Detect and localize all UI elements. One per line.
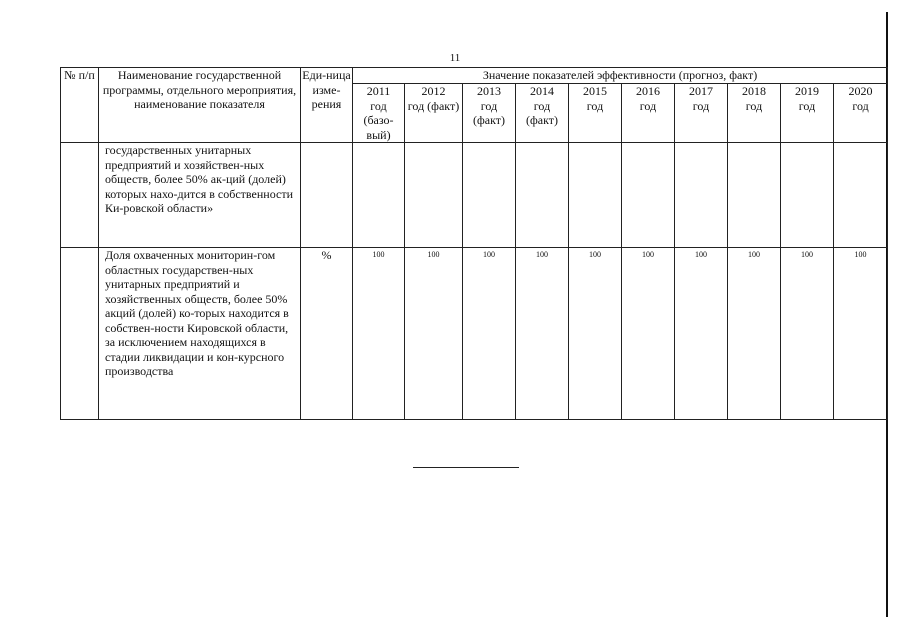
header-year-label: 2019 [795,84,819,98]
header-year-label: 2013 [477,84,501,98]
value-cell: 100 [353,248,405,420]
value-cell [622,143,675,248]
row-number [61,248,99,420]
header-year-note: год (факт) [407,98,460,113]
header-year-note: год [639,98,657,113]
header-year-label: 2015 [583,84,607,98]
table-row [61,248,888,420]
row-unit: % [301,248,353,420]
header-year-note: год [852,98,869,113]
header-year-2016 [622,84,675,143]
value-cell [834,143,888,248]
header-row-top [61,68,888,84]
header-year-2013 [463,84,516,143]
header-year-2014 [516,84,569,143]
header-year-2018 [728,84,781,143]
value-cell: 100 [675,248,728,420]
value-cell: 100 [569,248,622,420]
header-year-label: 2011 [366,84,391,98]
value-cell [569,143,622,248]
value-cell [675,143,728,248]
header-year-2015 [569,84,622,143]
table-row [61,143,888,248]
value-cell [516,143,569,248]
header-year-2012 [405,84,463,143]
value-cell: 100 [781,248,834,420]
header-year-label: 2020 [848,84,873,98]
header-unit: Еди-ница изме-рения [301,68,353,143]
header-year-2017 [675,84,728,143]
header-year-2019 [781,84,834,143]
value-cell: 100 [405,248,463,420]
header-year-note: год (факт) [472,98,505,127]
end-line [413,467,519,468]
value-cell [353,143,405,248]
row-unit [301,143,353,248]
value-cell: 100 [516,248,569,420]
indicators-table [60,67,888,420]
value-cell [781,143,834,248]
header-year-2020 [834,84,888,143]
header-values-group: Значение показателей эффективности (прогноз, факт) [353,68,888,84]
value-cell [463,143,516,248]
row-name: государственных унитарных предприятий и хозяйствен-ных обществ, более 50% ак-ций (долей) которых нахо-дится в собственности Ки-ровской области» [99,143,301,248]
header-year-label: 2012 [421,84,446,98]
header-year-label: 2018 [742,84,766,98]
header-year-label: 2016 [636,84,660,98]
header-number: № п/п [61,68,99,143]
value-cell: 100 [834,248,888,420]
header-year-note: год (базо-вый) [363,98,394,142]
header-year-label: 2017 [689,84,713,98]
row-name: Доля охваченных мониторин-гом областных государствен-ных унитарных предприятий и хозяйственных обществ, более 50% акций (долей) ко-торых находится в собствен-ности Кировской области, за исключением находящихся в стадии ликвидации и кон-курсного производства [99,248,301,420]
row-number [61,143,99,248]
header-year-note: год (факт) [525,98,558,127]
header-year-note: год [745,98,763,113]
value-cell [728,143,781,248]
header-year-2011 [353,84,405,143]
header-year-label: 2014 [530,84,554,98]
header-name: Наименование государственной программы, отдельного мероприятия, наименование показателя [99,68,301,143]
value-cell: 100 [728,248,781,420]
header-year-note: год [692,98,710,113]
header-year-note: год [798,98,816,113]
header-year-note: год [586,98,604,113]
value-cell: 100 [463,248,516,420]
value-cell [405,143,463,248]
value-cell: 100 [622,248,675,420]
page-number: 11 [449,52,461,64]
